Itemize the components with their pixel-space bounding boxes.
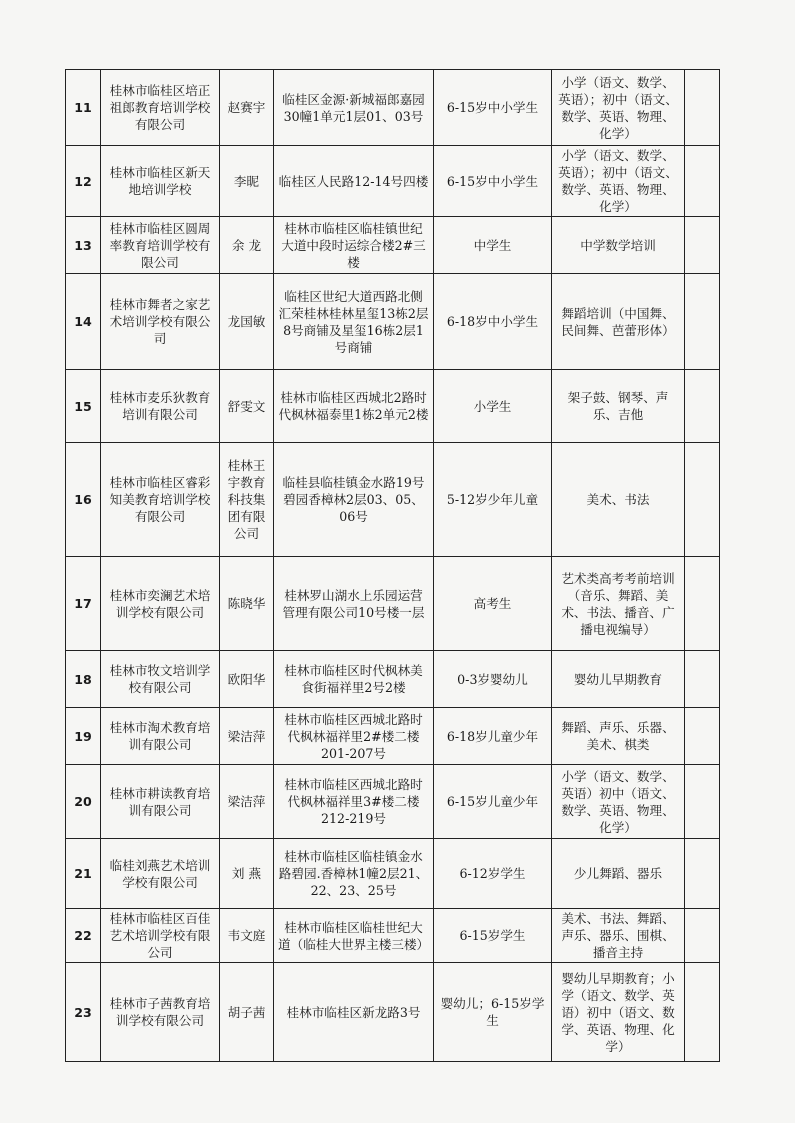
target-students-cell: 6-15岁中小学生 bbox=[434, 146, 552, 217]
remarks-cell bbox=[685, 651, 720, 708]
legal-person-cell: 刘 燕 bbox=[220, 839, 274, 909]
row-number-cell: 11 bbox=[66, 70, 101, 146]
legal-person-cell: 舒雯文 bbox=[220, 370, 274, 443]
training-content-cell: 小学（语文、数学、英语）初中（语文、数学、英语、物理、化学） bbox=[552, 765, 685, 839]
school-address-cell: 桂林市临桂区西城北路时代枫林福祥里3#楼二楼212-219号 bbox=[274, 765, 434, 839]
row-number-cell: 19 bbox=[66, 708, 101, 765]
remarks-cell bbox=[685, 146, 720, 217]
row-number-cell: 14 bbox=[66, 274, 101, 370]
remarks-cell bbox=[685, 963, 720, 1062]
row-number-cell: 21 bbox=[66, 839, 101, 909]
org-name-cell: 桂林市奕澜艺术培训学校有限公司 bbox=[101, 557, 220, 651]
row-number-cell: 17 bbox=[66, 557, 101, 651]
row-number-cell: 12 bbox=[66, 146, 101, 217]
training-content-cell: 艺术类高考考前培训（音乐、舞蹈、美术、书法、播音、广播电视编导） bbox=[552, 557, 685, 651]
target-students-cell: 5-12岁少年儿童 bbox=[434, 443, 552, 557]
table-row bbox=[66, 765, 720, 839]
remarks-cell bbox=[685, 708, 720, 765]
legal-person-cell: 梁洁萍 bbox=[220, 708, 274, 765]
table-row bbox=[66, 217, 720, 274]
school-address-cell: 临桂区金源·新城福郎嘉园30幢1单元1层01、03号 bbox=[274, 70, 434, 146]
row-number-cell: 20 bbox=[66, 765, 101, 839]
legal-person-cell: 韦文庭 bbox=[220, 909, 274, 963]
training-content-cell: 小学（语文、数学、英语）；初中（语文、数学、英语、物理、化学） bbox=[552, 146, 685, 217]
table-row bbox=[66, 963, 720, 1062]
remarks-cell bbox=[685, 909, 720, 963]
training-content-cell: 舞蹈、声乐、乐器、美术、棋类 bbox=[552, 708, 685, 765]
target-students-cell: 6-12岁学生 bbox=[434, 839, 552, 909]
training-content-cell: 美术、书法、舞蹈、声乐、器乐、围棋、播音主持 bbox=[552, 909, 685, 963]
legal-person-cell: 胡子茜 bbox=[220, 963, 274, 1062]
training-content-cell: 舞蹈培训（中国舞、民间舞、芭蕾形体） bbox=[552, 274, 685, 370]
target-students-cell: 6-15岁学生 bbox=[434, 909, 552, 963]
org-name-cell: 桂林市麦乐狄教育培训有限公司 bbox=[101, 370, 220, 443]
legal-person-cell: 龙国敏 bbox=[220, 274, 274, 370]
target-students-cell: 6-18岁中小学生 bbox=[434, 274, 552, 370]
training-content-cell: 美术、书法 bbox=[552, 443, 685, 557]
training-content-cell: 架子鼓、钢琴、声乐、吉他 bbox=[552, 370, 685, 443]
table-row bbox=[66, 708, 720, 765]
table-row bbox=[66, 370, 720, 443]
target-students-cell: 6-15岁中小学生 bbox=[434, 70, 552, 146]
table-row bbox=[66, 274, 720, 370]
target-students-cell: 6-15岁儿童少年 bbox=[434, 765, 552, 839]
table-body bbox=[66, 70, 720, 1062]
training-content-cell: 中学数学培训 bbox=[552, 217, 685, 274]
school-address-cell: 临桂区人民路12-14号四楼 bbox=[274, 146, 434, 217]
school-address-cell: 桂林市临桂区临桂镇金水路碧园.香樟林1幢2层21、22、23、25号 bbox=[274, 839, 434, 909]
training-content-cell: 小学（语文、数学、英语）；初中（语文、数学、英语、物理、化学） bbox=[552, 70, 685, 146]
target-students-cell: 小学生 bbox=[434, 370, 552, 443]
school-address-cell: 桂林市临桂区时代枫林美食街福祥里2号2楼 bbox=[274, 651, 434, 708]
school-address-cell: 桂林市临桂区临桂世纪大道（临桂大世界主楼三楼） bbox=[274, 909, 434, 963]
remarks-cell bbox=[685, 443, 720, 557]
table-row bbox=[66, 70, 720, 146]
org-name-cell: 桂林市舞者之家艺术培训学校有限公司 bbox=[101, 274, 220, 370]
table-row bbox=[66, 909, 720, 963]
school-address-cell: 桂林市临桂区西城北2路时代枫林福泰里1栋2单元2楼 bbox=[274, 370, 434, 443]
row-number-cell: 15 bbox=[66, 370, 101, 443]
org-name-cell: 桂林市耕读教育培训有限公司 bbox=[101, 765, 220, 839]
remarks-cell bbox=[685, 370, 720, 443]
legal-person-cell: 李昵 bbox=[220, 146, 274, 217]
school-address-cell: 临桂区世纪大道西路北侧汇荣桂林桂林星玺13栋2层8号商铺及星玺16栋2层1号商铺 bbox=[274, 274, 434, 370]
target-students-cell: 高考生 bbox=[434, 557, 552, 651]
org-name-cell: 桂林市临桂区睿彩知美教育培训学校有限公司 bbox=[101, 443, 220, 557]
row-number-cell: 23 bbox=[66, 963, 101, 1062]
target-students-cell: 6-18岁儿童少年 bbox=[434, 708, 552, 765]
org-name-cell: 临桂刘燕艺术培训学校有限公司 bbox=[101, 839, 220, 909]
target-students-cell: 0-3岁婴幼儿 bbox=[434, 651, 552, 708]
training-content-cell: 婴幼儿早期教育；小学（语文、数学、英语）初中（语文、数学、英语、物理、化学） bbox=[552, 963, 685, 1062]
remarks-cell bbox=[685, 70, 720, 146]
org-name-cell: 桂林市临桂区百佳艺术培训学校有限公司 bbox=[101, 909, 220, 963]
org-name-cell: 桂林市临桂区培正祖郎教育培训学校有限公司 bbox=[101, 70, 220, 146]
table-row bbox=[66, 839, 720, 909]
row-number-cell: 16 bbox=[66, 443, 101, 557]
target-students-cell: 婴幼儿；6-15岁学生 bbox=[434, 963, 552, 1062]
legal-person-cell: 余 龙 bbox=[220, 217, 274, 274]
legal-person-cell: 欧阳华 bbox=[220, 651, 274, 708]
org-name-cell: 桂林市子茜教育培训学校有限公司 bbox=[101, 963, 220, 1062]
org-name-cell: 桂林市临桂区圆周率教育培训学校有限公司 bbox=[101, 217, 220, 274]
row-number-cell: 13 bbox=[66, 217, 101, 274]
org-name-cell: 桂林市临桂区新天地培训学校 bbox=[101, 146, 220, 217]
school-address-cell: 桂林市临桂区西城北路时代枫林福祥里2#楼二楼201-207号 bbox=[274, 708, 434, 765]
table-row bbox=[66, 146, 720, 217]
school-address-cell: 桂林市临桂区临桂镇世纪大道中段时运综合楼2#三楼 bbox=[274, 217, 434, 274]
row-number-cell: 22 bbox=[66, 909, 101, 963]
legal-person-cell: 梁洁萍 bbox=[220, 765, 274, 839]
training-content-cell: 婴幼儿早期教育 bbox=[552, 651, 685, 708]
legal-person-cell: 桂林王宇教育科技集团有限公司 bbox=[220, 443, 274, 557]
remarks-cell bbox=[685, 557, 720, 651]
legal-person-cell: 赵赛宇 bbox=[220, 70, 274, 146]
school-address-cell: 桂林罗山湖水上乐园运营管理有限公司10号楼一层 bbox=[274, 557, 434, 651]
org-name-cell: 桂林市牧文培训学校有限公司 bbox=[101, 651, 220, 708]
training-school-table bbox=[65, 69, 720, 1062]
school-address-cell: 临桂县临桂镇金水路19号碧园香樟林2层03、05、06号 bbox=[274, 443, 434, 557]
table-row bbox=[66, 651, 720, 708]
table-row bbox=[66, 443, 720, 557]
row-number-cell: 18 bbox=[66, 651, 101, 708]
legal-person-cell: 陈晓华 bbox=[220, 557, 274, 651]
org-name-cell: 桂林市淘术教育培训有限公司 bbox=[101, 708, 220, 765]
target-students-cell: 中学生 bbox=[434, 217, 552, 274]
remarks-cell bbox=[685, 839, 720, 909]
training-content-cell: 少儿舞蹈、器乐 bbox=[552, 839, 685, 909]
table-row bbox=[66, 557, 720, 651]
remarks-cell bbox=[685, 217, 720, 274]
remarks-cell bbox=[685, 765, 720, 839]
remarks-cell bbox=[685, 274, 720, 370]
school-address-cell: 桂林市临桂区新龙路3号 bbox=[274, 963, 434, 1062]
